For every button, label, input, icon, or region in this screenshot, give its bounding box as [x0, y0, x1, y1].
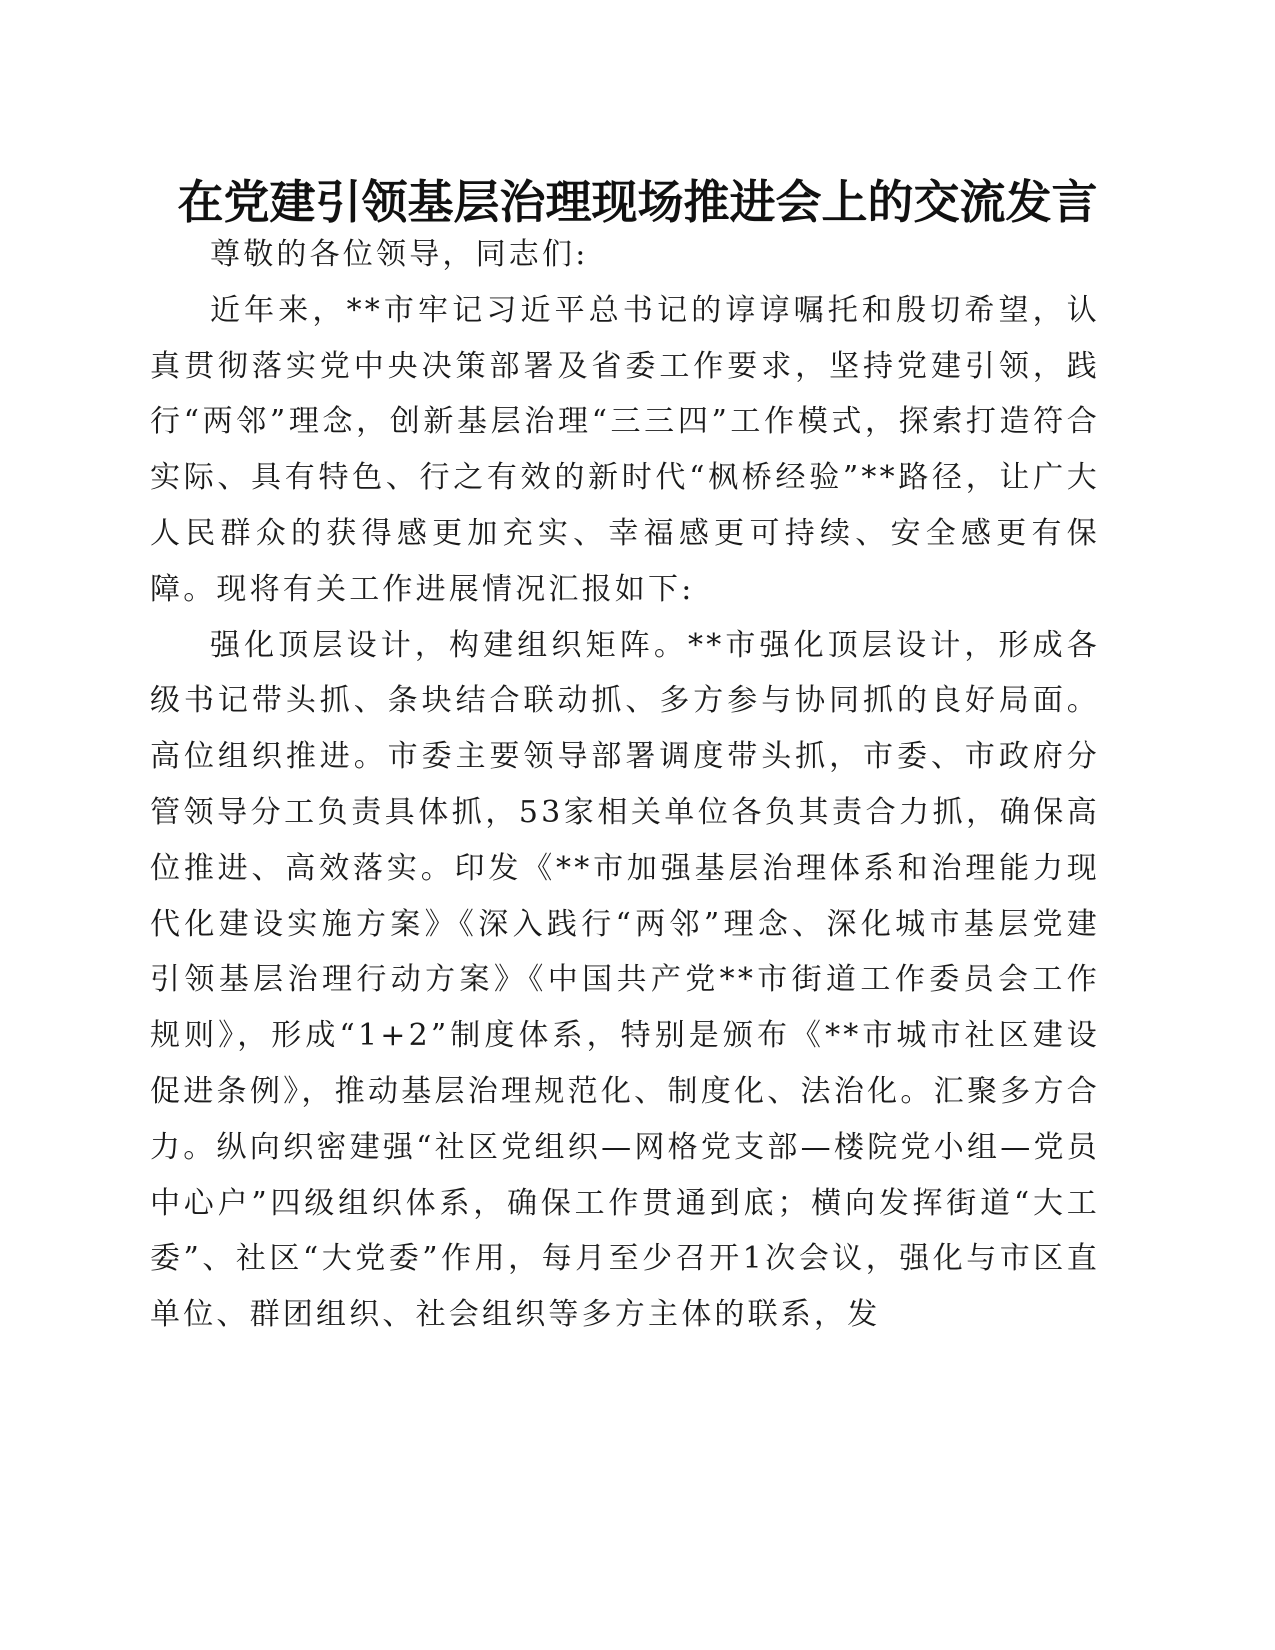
document-title: 在党建引领基层治理现场推进会上的交流发言: [177, 175, 1098, 229]
intro-paragraph: 近年来，**市牢记习近平总书记的谆谆嘱托和殷切希望，认真贯彻落实党中央决策部署及省委工作要求，坚持党建引领，践行“两邻”理念，创新基层治理“三三四”工作模式，探索打造符合实际、具有特色、行之有效的新时代“枫桥经验”**路径，让广大人民群众的获得感更加充实、幸福感更可持续、安全感更有保障。现将有关工作进展情况汇报如下:: [150, 292, 1100, 607]
salutation-paragraph: 尊敬的各位领导，同志们:: [210, 237, 589, 272]
body-paragraph: 强化顶层设计，构建组织矩阵。**市强化顶层设计，形成各级书记带头抓、条块结合联动抓、多方参与协同抓的良好局面。高位组织推进。市委主要领导部署调度带头抓，市委、市政府分管领导分工负责具体抓，53家相关单位各负其责合力抓，确保高位推进、高效落实。印发《**市加强基层治理体系和治理能力现代化建设实施方案》《深入践行“两邻”理念、深化城市基层党建引领基层治理行动方案》《中国共产党**市街道工作委员会工作规则》，形成“1+2”制度体系，特别是颁布《**市城市社区建设促进条例》，推动基层治理规范化、制度化、法治化。汇聚多方合力。纵向织密建强“社区党组织—网格党支部—楼院党小组—党员中心户”四级组织体系，确保工作贯通到底；横向发挥街道“大工委”、社区“大党委”作用，每月至少召开1次会议，强化与市区直单位、群团组织、社会组织等多方主体的联系，发: [150, 627, 1100, 1333]
document-body: [150, 227, 1100, 1343]
